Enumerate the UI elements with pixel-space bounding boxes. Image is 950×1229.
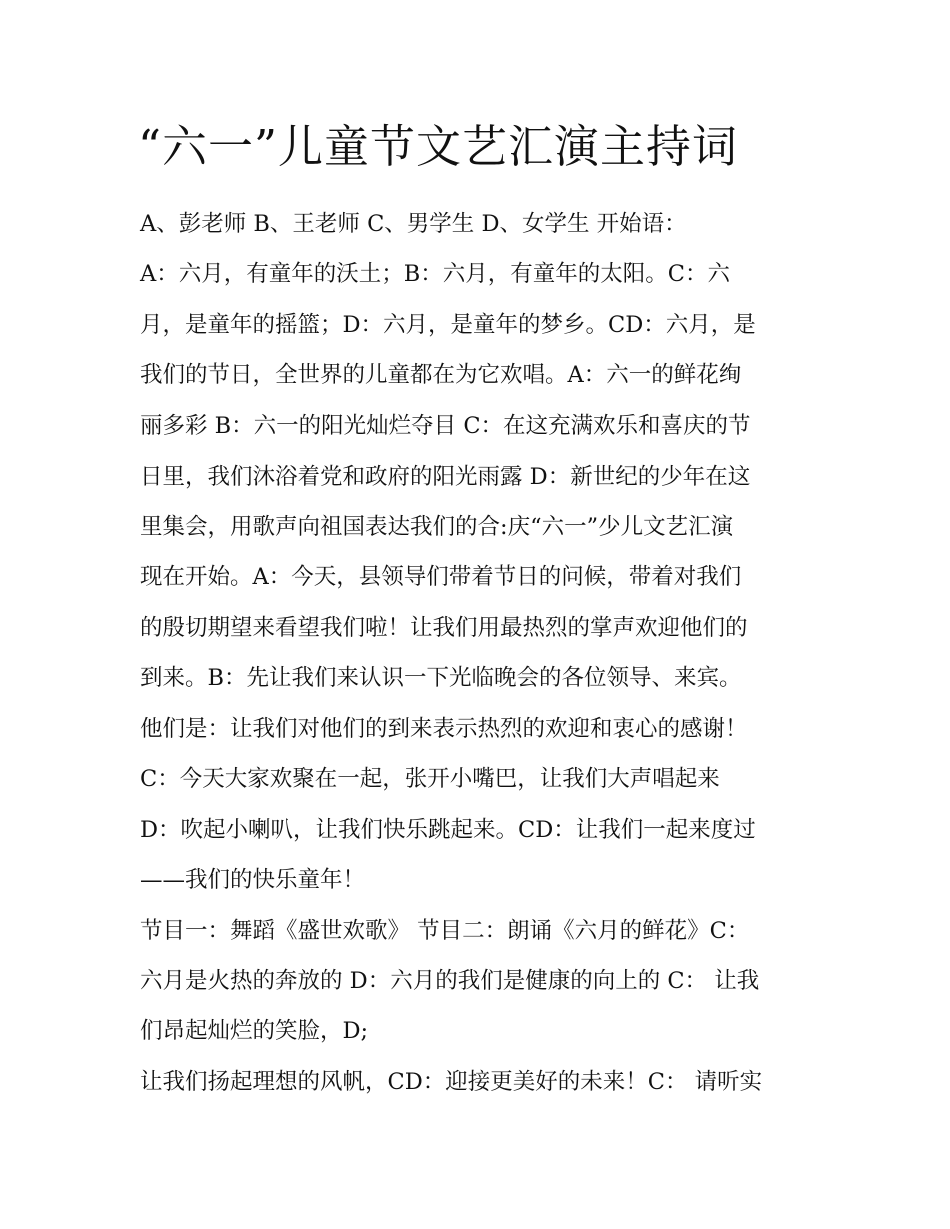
paragraph-line: 丽多彩 B：六一的阳光灿烂夺目 C：在这充满欢乐和喜庆的节 <box>140 413 751 439</box>
paragraph-line: 他们是：让我们对他们的到来表示热烈的欢迎和衷心的感谢！ <box>140 716 748 742</box>
paragraph-line: D：吹起小喇叭，让我们快乐跳起来。CD：让我们一起来度过 <box>140 817 756 843</box>
paragraph-line: C：今天大家欢聚在一起，张开小嘴巴，让我们大声唱起来 <box>140 766 720 792</box>
paragraph-line: 我们的节日，全世界的儿童都在为它欢唱。A：六一的鲜花绚 <box>140 362 742 388</box>
paragraph-line: 让我们扬起理想的风帆，CD：迎接更美好的未来！C： 请听实 <box>140 1069 763 1095</box>
paragraph-line: A、彭老师 B、王老师 C、男学生 D、女学生 开始语： <box>140 211 687 237</box>
paragraph-line: 里集会，用歌声向祖国表达我们的合:庆“六一”少儿文艺汇演 <box>140 514 734 540</box>
paragraph-line: 的殷切期望来看望我们啦！让我们用最热烈的掌声欢迎他们的 <box>140 615 748 641</box>
paragraph-line: ——我们的快乐童年！ <box>140 867 366 893</box>
paragraph-line: 六月是火热的奔放的 D：六月的我们是健康的向上的 C： 让我 <box>140 968 760 994</box>
paragraph-line: A：六月，有童年的沃土；B：六月，有童年的太阳。C：六 <box>140 261 730 287</box>
paragraph-line: 们昂起灿烂的笑脸，D; <box>140 1018 369 1044</box>
paragraph-line: 日里，我们沐浴着党和政府的阳光雨露 D：新世纪的少年在这 <box>140 464 751 490</box>
paragraph-line: 节目一：舞蹈《盛世欢歌》 节目二：朗诵《六月的鲜花》C： <box>140 918 750 944</box>
paragraph-line: 现在开始。A：今天，县领导们带着节日的问候，带着对我们 <box>140 564 742 590</box>
paragraph-line: 到来。B：先让我们来认识一下光临晚会的各位领导、来宾。 <box>140 665 742 691</box>
document-title: “六一”儿童节文艺汇演主持词 <box>138 120 739 173</box>
paragraph-line: 月，是童年的摇篮；D：六月，是童年的梦乡。CD：六月，是 <box>140 312 756 338</box>
